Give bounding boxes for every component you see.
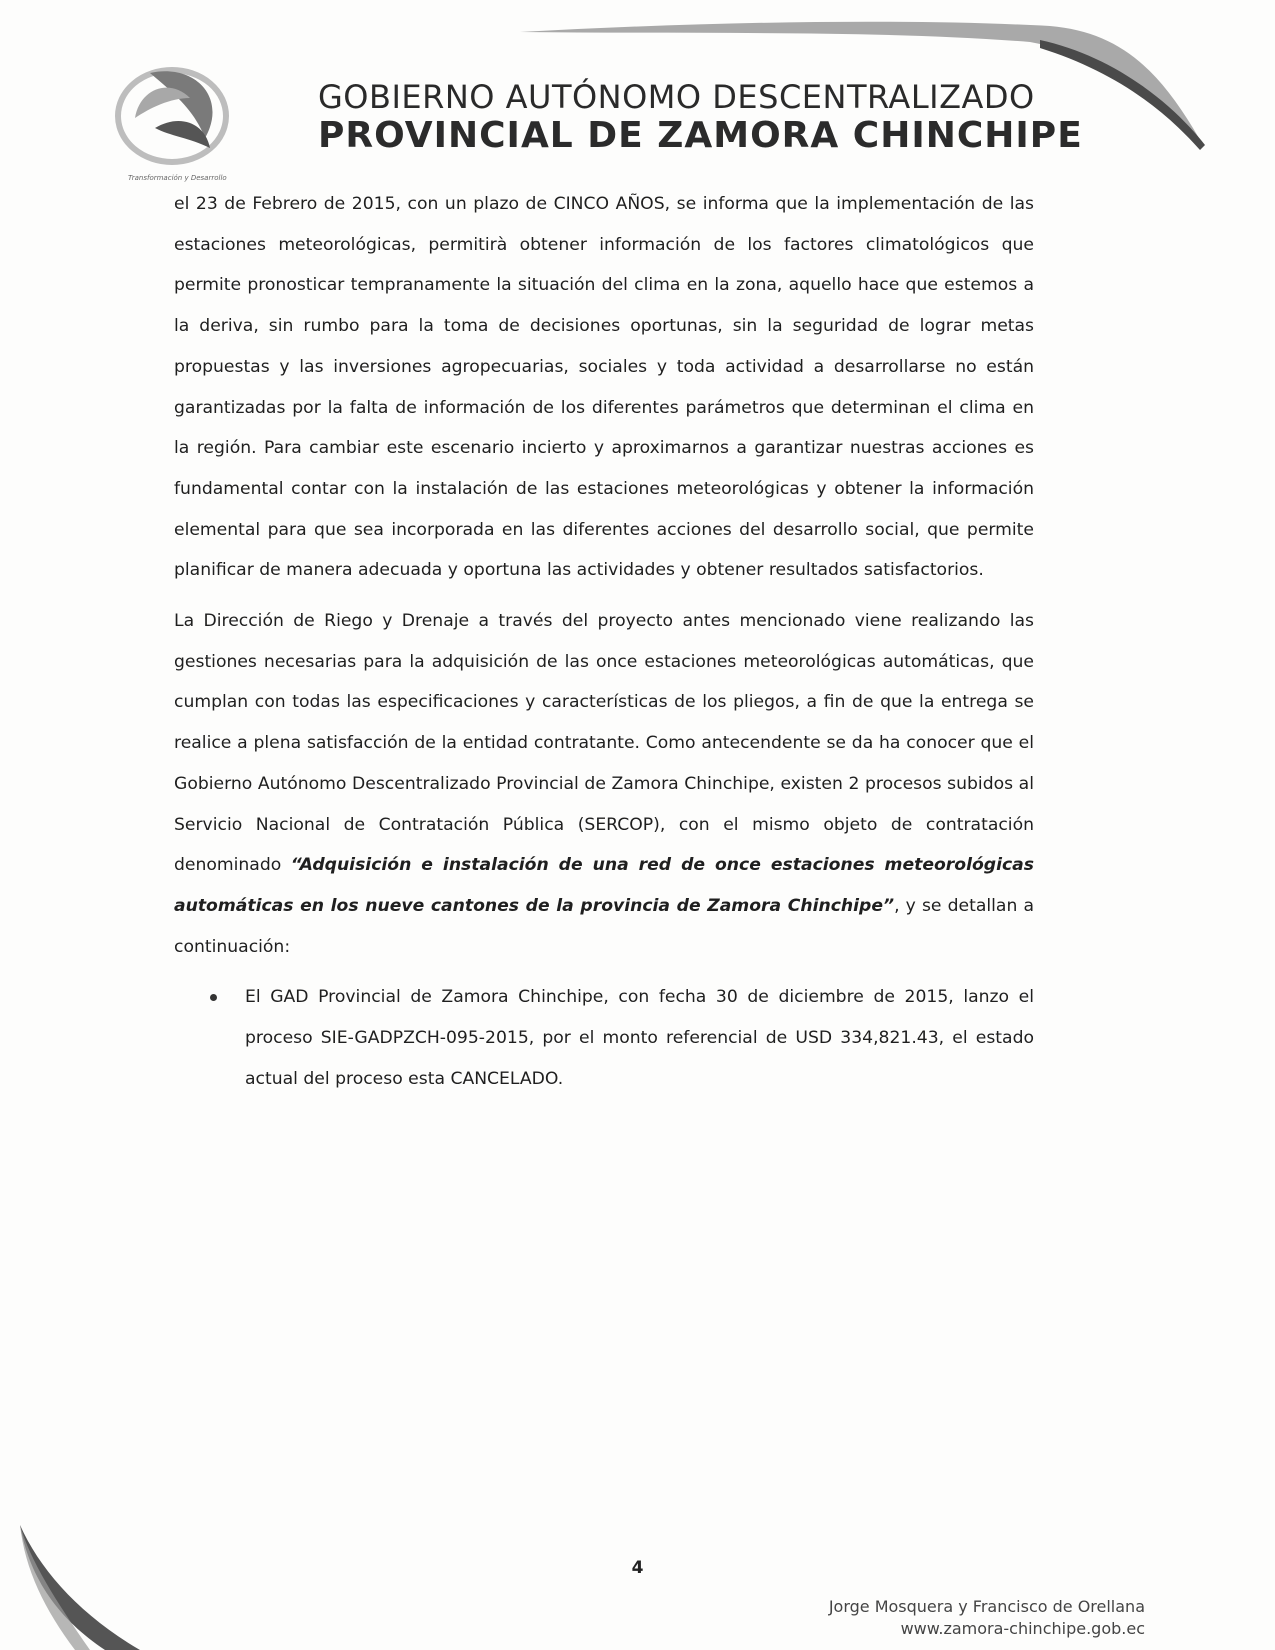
- page-number: 4: [631, 1558, 644, 1578]
- header-title-line2: PROVINCIAL DE ZAMORA CHINCHIPE: [318, 115, 1083, 156]
- process-title-emphasis: “Adquisición e instalación de una red de once estaciones meteorológicas automáticas en los nueve cantones de la provincia de Zamora Chinchipe”: [174, 855, 1034, 916]
- document-body: [174, 184, 1034, 1099]
- logo-tagline: Transformación y Desarrollo: [128, 174, 227, 182]
- body-paragraph-2: [174, 601, 1034, 967]
- footer-website: www.zamora-chinchipe.gob.ec: [900, 1619, 1145, 1638]
- body-paragraph-1: el 23 de Febrero de 2015, con un plazo de CINCO AÑOS, se informa que la implementación de las estaciones meteorológicas, permitirà obtener información de los factores climatológicos que permite pronosticar tempranamente la situación del clima en la zona, aquello hace que estemos a la deriva, sin rumbo para la toma de decisiones oportunas, sin la seguridad de lograr metas propuestas y las inversiones agropecuarias, sociales y toda actividad a desarrollarse no están garantizadas por la falta de información de los diferentes parámetros que determinan el clima en la región. Para cambiar este escenario incierto y aproximarnos a garantizar nuestras acciones es fundamental contar con la instalación de las estaciones meteorológicas y obtener la información elemental para que sea incorporada en las diferentes acciones del desarrollo social, que permite planificar de manera adecuada y oportuna las actividades y obtener resultados satisfactorios.: [174, 194, 1034, 581]
- list-item-text: El GAD Provincial de Zamora Chinchipe, con fecha 30 de diciembre de 2015, lanzo el proceso SIE-GADPZCH-095-2015, por el monto referencial de USD 334,821.43, el estado actual del proceso esta CANCELADO.: [245, 987, 1034, 1089]
- body-paragraph-2-text: La Dirección de Riego y Drenaje a través del proyecto antes mencionado viene realizando las gestiones necesarias para la adquisición de las once estaciones meteorológicas automáticas, que cumplan con todas las especificaciones y características de los pliegos, a fin de que la entrega se realice a plena satisfacción de la entidad contratante. Como antecendente se da ha conocer que el Gobierno Autónomo Descentralizado Provincial de Zamora Chinchipe, existen 2 procesos subidos al Servicio Nacional de Contratación Pública (SERCOP), con el mismo objeto de contratación denominado: [174, 611, 1034, 876]
- footer-address: Jorge Mosquera y Francisco de Orellana: [828, 1597, 1145, 1616]
- body-paragraph-2-closing: , y se detallan a continuación:: [174, 895, 1034, 957]
- process-list: [174, 977, 1034, 1099]
- list-item: [174, 977, 1034, 1099]
- gad-zamora-logo-icon: [110, 58, 238, 168]
- header-title-line1: GOBIERNO AUTÓNOMO DESCENTRALIZADO: [318, 78, 1035, 116]
- bullet-icon: [210, 994, 217, 1001]
- footer-swoosh-decoration: [0, 1520, 200, 1650]
